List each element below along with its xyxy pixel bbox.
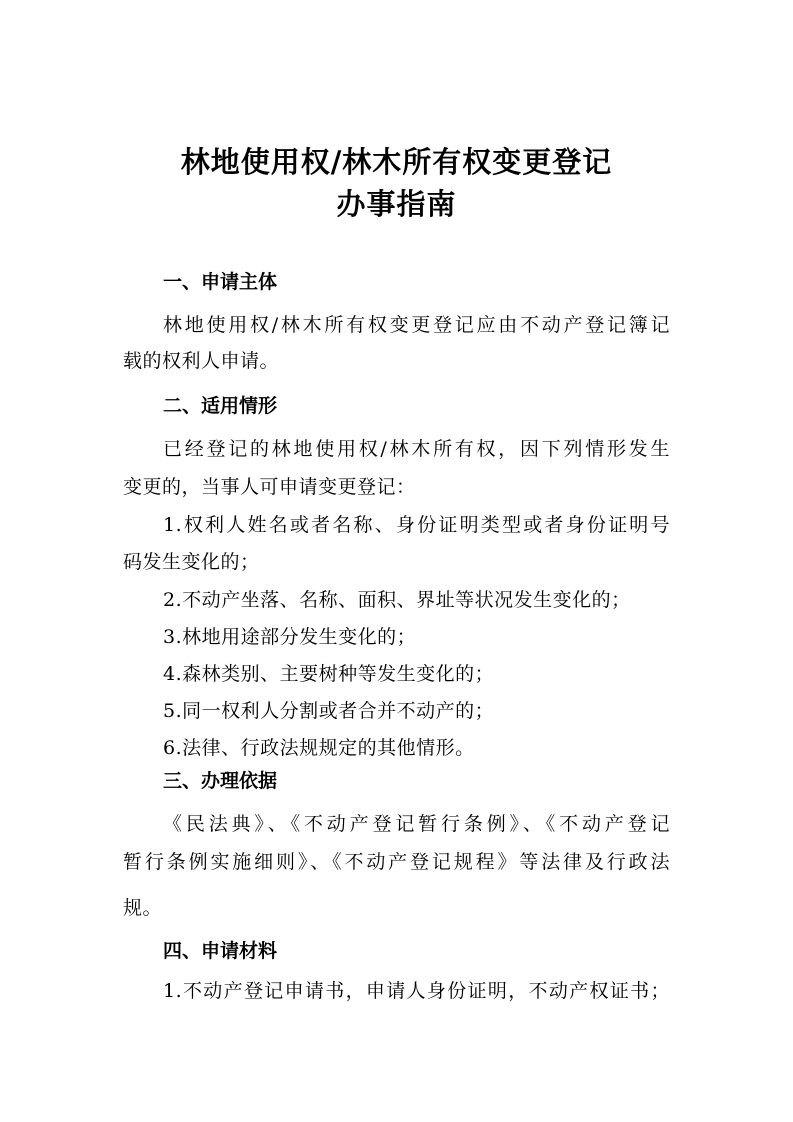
list-item: 4.森林类别、主要树种等发生变化的； (163, 663, 495, 685)
list-item: 1.权利人姓名或者名称、身份证明类型或者身份证明号 (163, 514, 670, 536)
document-subtitle: 办事指南 (336, 187, 457, 221)
list-item: 5.同一权利人分割或者合并不动产的； (163, 700, 495, 722)
document-title: 林地使用权/林木所有权变更登记 (180, 145, 613, 179)
paragraph-line: 《民法典》、《不动产登记暂行条例》、《不动产登记 (163, 813, 670, 835)
paragraph-line: 林地使用权/林木所有权变更登记应由不动产登记簿记 (163, 314, 670, 336)
section-heading-application-materials: 四、申请材料 (163, 940, 278, 962)
list-item: 3.林地用途部分发生变化的； (163, 626, 417, 648)
section-heading-applicable-situations: 二、适用情形 (163, 395, 278, 417)
paragraph-line: 已经登记的林地使用权/林木所有权，因下列情形发生 (163, 438, 670, 460)
paragraph-line: 变更的，当事人可申请变更登记： (123, 476, 416, 498)
section-heading-applicant: 一、申请主体 (163, 271, 278, 293)
list-item: 2.不动产坐落、名称、面积、界址等状况发生变化的； (163, 589, 631, 611)
section-heading-legal-basis: 三、办理依据 (163, 770, 278, 792)
paragraph-line: 暂行条例实施细则》、《不动产登记规程》等法律及行政法 (123, 851, 670, 873)
list-item: 6.法律、行政法规规定的其他情形。 (163, 737, 475, 759)
paragraph-line: 规。 (123, 897, 163, 919)
list-item: 1.不动产登记申请书，申请人身份证明，不动产权证书； (163, 980, 670, 1002)
list-item-continuation: 码发生变化的； (123, 551, 260, 573)
paragraph-line: 载的权利人申请。 (123, 350, 280, 372)
